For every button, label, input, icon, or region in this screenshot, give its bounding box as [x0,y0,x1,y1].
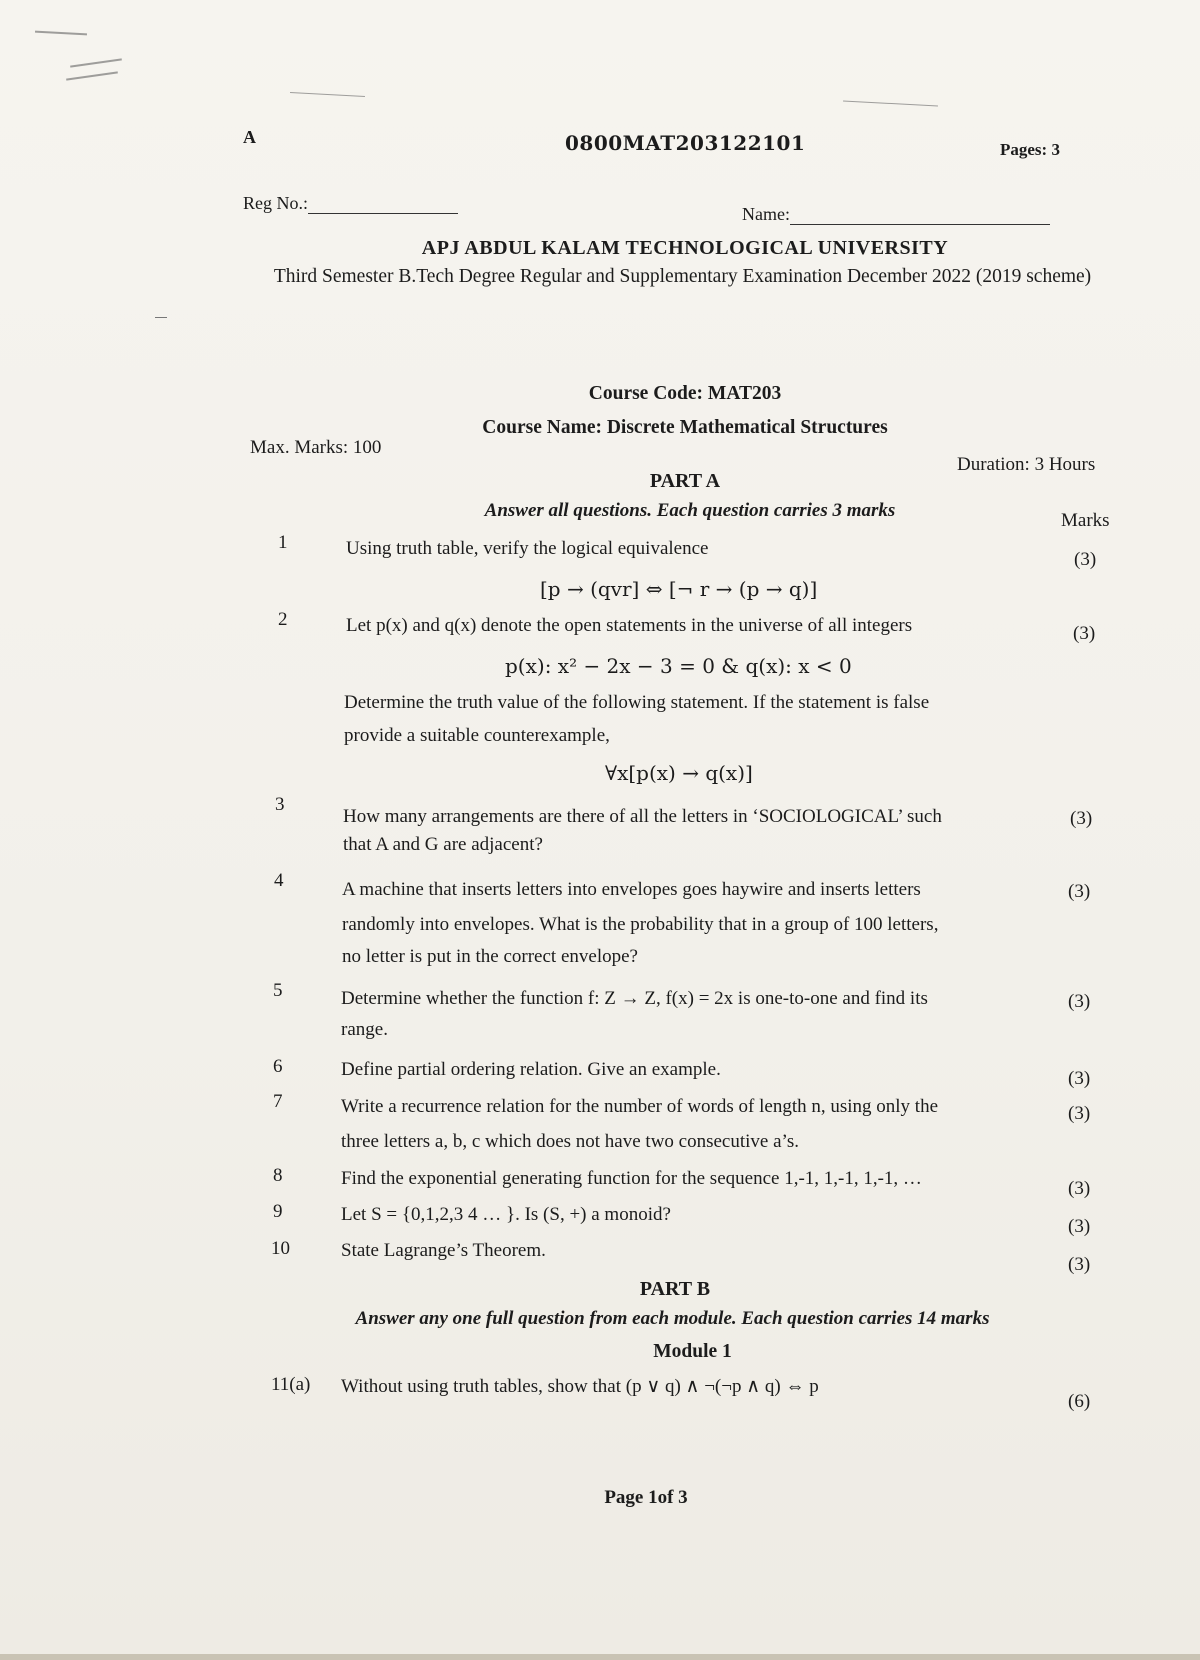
question-number: 3 [275,794,285,815]
duration: Duration: 3 Hours [957,454,1096,475]
pen-mark [155,317,167,318]
question-number: 7 [273,1091,283,1112]
question-text: Determine whether the function f: Z → Z, f(x) = 2x is one-to-one and find its [341,988,928,1009]
marks-header: Marks [1061,510,1110,531]
question-marks: (3) [1070,808,1093,829]
question-number: 11(a) [271,1374,311,1395]
question-text: Using truth table, verify the logical equivalence [346,538,709,559]
question-marks: (6) [1068,1391,1091,1412]
question-text: Find the exponential generating function for the sequence 1,-1, 1,-1, 1,-1, … [341,1168,922,1189]
question-number: 5 [273,980,283,1001]
question-text-continued: randomly into envelopes. What is the probability that in a group of 100 letters, [342,914,939,935]
question-text: How many arrangements are there of all the letters in ‘SOCIOLOGICAL’ such [343,806,942,827]
question-number: 4 [274,870,284,891]
question-text-continued: no letter is put in the correct envelope? [342,946,638,967]
part-b-instruction: Answer any one full question from each module. Each question carries 14 marks [355,1308,990,1329]
pen-mark [66,71,118,80]
question-marks: (3) [1068,1216,1091,1237]
pen-mark [843,101,938,107]
pen-mark [35,31,87,36]
question-text: Without using truth tables, show that (p ∨ q) ∧ ¬(¬p ∧ q) ⇔ p [341,1376,819,1397]
module-title: Module 1 [653,1341,732,1362]
question-number: 10 [271,1238,290,1259]
question-text-continued: three letters a, b, c which does not have two consecutive a’s. [341,1131,799,1152]
max-marks: Max. Marks: 100 [250,437,382,458]
question-text: Let S = {0,1,2,3 4 … }. Is (S, +) a monoid? [341,1204,671,1225]
name-field [742,204,1050,225]
question-marks: (3) [1068,1178,1091,1199]
course-code: Course Code: MAT203 [588,383,782,404]
question-number: 1 [278,532,288,553]
part-b-title: PART B [639,1278,711,1300]
question-number: 2 [278,609,288,630]
question-number: 6 [273,1056,283,1077]
question-text-continued: provide a suitable counterexample, [344,725,610,746]
part-a-instruction: Answer all questions. Each question carries 3 marks [484,500,896,521]
question-marks: (3) [1073,623,1096,644]
question-text: Define partial ordering relation. Give an example. [341,1059,721,1080]
question-formula: p(x): x² − 2x − 3 = 0 & q(x): x < 0 [505,654,852,678]
question-marks: (3) [1068,991,1091,1012]
question-marks: (3) [1068,881,1091,902]
part-a-title: PART A [649,470,721,492]
reg-no-blank [308,213,458,214]
question-formula: [p → (qvr] ⇔ [¬ r → (p → q)] [540,577,818,601]
reg-no-label: Reg No.: [243,193,308,213]
question-marks: (3) [1074,549,1097,570]
university-name: APJ ABDUL KALAM TECHNOLOGICAL UNIVERSITY [421,237,949,259]
question-formula: ∀x[p(x) → q(x)] [605,761,753,785]
question-marks: (3) [1068,1103,1091,1124]
question-marks: (3) [1068,1068,1091,1089]
question-text: State Lagrange’s Theorem. [341,1240,546,1261]
pen-mark [70,58,122,67]
pen-mark [290,92,365,97]
page-number: Page 1of 3 [604,1487,688,1508]
pages-count: Pages: 3 [1000,140,1060,159]
exam-title: Third Semester B.Tech Degree Regular and Supplementary Examination December 2022 (2019 scheme) [273,266,1092,287]
question-text: Write a recurrence relation for the number of words of length n, using only the [341,1096,939,1117]
name-blank [790,224,1050,225]
series-label: A [243,127,256,147]
question-text-continued: that A and G are adjacent? [343,834,543,855]
paper-code: 0800MAT203122101 [565,131,806,155]
question-text-continued: range. [341,1019,388,1040]
reg-no-field [243,193,458,214]
question-text-continued: Determine the truth value of the following statement. If the statement is false [344,692,930,713]
question-marks: (3) [1068,1254,1091,1275]
name-label: Name: [742,204,790,224]
question-number: 9 [273,1201,283,1222]
question-number: 8 [273,1165,283,1186]
question-text: Let p(x) and q(x) denote the open statements in the universe of all integers [346,615,913,636]
course-name: Course Name: Discrete Mathematical Structures [482,417,888,438]
question-text: A machine that inserts letters into envelopes goes haywire and inserts letters [342,879,921,900]
page-edge [0,1654,1200,1660]
